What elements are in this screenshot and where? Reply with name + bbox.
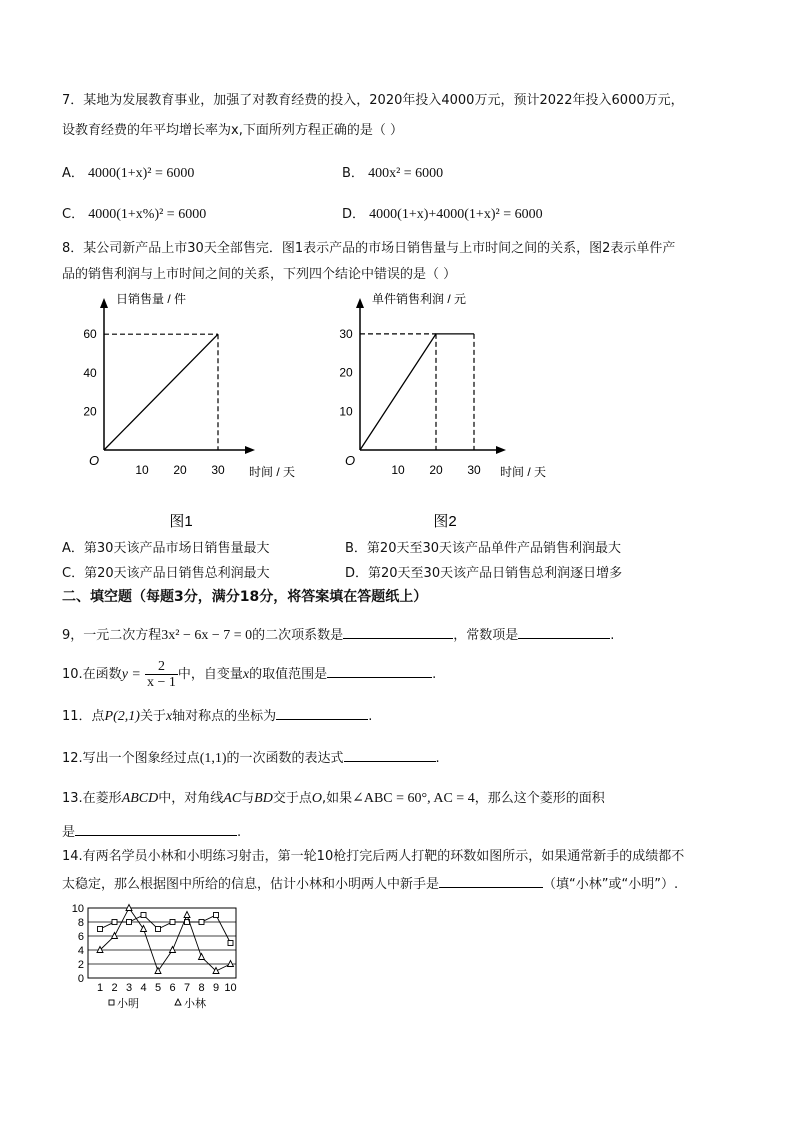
q8-option-a[interactable] xyxy=(62,540,269,558)
option-expr: 4000(1+x)² = 6000 xyxy=(88,166,195,181)
q11-text-b: 关于 xyxy=(139,709,166,724)
option-text: 第20天至30天该产品日销售总利润逐日增多 xyxy=(368,566,623,581)
x-axis-label: 时间 / 天 xyxy=(500,465,547,479)
q12-text-a: 12.写出一个图象经过点 xyxy=(62,751,200,766)
option-label: A． xyxy=(62,541,84,556)
q10-var-x: x xyxy=(242,667,250,682)
q12-text-d: . xyxy=(435,751,440,766)
q11 xyxy=(62,706,372,726)
q13-text-h: . xyxy=(237,825,242,840)
q7-option-d[interactable] xyxy=(342,206,543,224)
x-tick-label: 3 xyxy=(125,982,133,994)
q13-rhombus: ABCD xyxy=(121,791,159,806)
data-point-square xyxy=(170,920,175,925)
y-axis-label: 单件销售利润 / 元 xyxy=(372,292,467,306)
origin-label: O xyxy=(345,453,356,468)
q9-text-d: . xyxy=(610,628,615,643)
q10-func-y: y = xyxy=(121,667,141,682)
x-tick-label: 10 xyxy=(135,463,149,477)
y-tick-label: 20 xyxy=(83,404,97,419)
data-point-triangle xyxy=(112,933,118,939)
q12-point: (1,1) xyxy=(199,751,227,766)
legend-label: 小林 xyxy=(184,998,206,1010)
data-point-square xyxy=(127,920,132,925)
q10-text-c: 的取值范围是 xyxy=(249,667,328,682)
q8-line1: 8．某公司新产品上市30天全部售完．图1表示产品的市场日销售量与上市时间之间的关系，图2表示单件产 xyxy=(62,241,676,256)
figure-caption: 图1 xyxy=(169,513,193,530)
data-line xyxy=(104,334,218,450)
q11-text-c: 轴对称点的坐标为 xyxy=(172,709,277,724)
q13-line2 xyxy=(62,822,241,842)
q7-option-b[interactable] xyxy=(342,165,443,183)
data-point-square xyxy=(199,920,204,925)
y-tick-label: 60 xyxy=(83,327,97,342)
q13-ac: AC xyxy=(223,791,242,806)
q9-text-a: 9，一元二次方程 xyxy=(62,628,162,643)
q11-var-x: x xyxy=(165,709,173,724)
x-tick-label: 4 xyxy=(140,982,147,994)
q14-line2 xyxy=(62,874,678,894)
data-point-triangle xyxy=(170,947,176,953)
q8-option-b[interactable] xyxy=(345,540,621,558)
q13-line1 xyxy=(62,790,605,808)
q13-condition: ∠ABC = 60°, AC = 4 xyxy=(352,791,475,806)
q7-line2: 设教育经费的年平均增长率为x,下面所列方程正确的是（ ） xyxy=(62,123,403,138)
q13-bd: BD xyxy=(254,791,273,806)
q13-o: O xyxy=(311,791,322,806)
q9-blank-2[interactable] xyxy=(518,625,610,639)
legend-marker-square xyxy=(109,1000,114,1005)
plot-frame xyxy=(88,908,236,978)
q9-text-b: 的二次项系数是 xyxy=(252,628,344,643)
q14-text-b: （填“小林”或“小明”）. xyxy=(543,877,679,892)
data-point-square xyxy=(156,927,161,932)
q10-text-d: . xyxy=(432,667,437,682)
x-tick-label: 1 xyxy=(96,982,104,994)
x-tick-label: 20 xyxy=(173,463,187,477)
fraction-denominator: x − 1 xyxy=(147,675,176,690)
data-point-square xyxy=(98,927,103,932)
y-axis-arrow xyxy=(100,298,108,308)
data-point-square xyxy=(228,941,233,946)
data-point-triangle xyxy=(228,961,234,967)
q10-fraction xyxy=(145,659,178,690)
data-line xyxy=(360,334,474,450)
y-tick-label: 10 xyxy=(71,903,84,915)
x-tick-label: 5 xyxy=(154,982,162,994)
q13-blank[interactable] xyxy=(75,822,237,836)
option-label: A． xyxy=(62,166,84,181)
x-tick-label: 30 xyxy=(467,463,481,477)
x-axis-label: 时间 / 天 xyxy=(249,465,296,479)
x-tick-label: 20 xyxy=(429,463,443,477)
origin-label: O xyxy=(89,453,100,468)
option-text: 第30天该产品市场日销售量最大 xyxy=(83,541,270,556)
q11-blank[interactable] xyxy=(276,706,368,720)
y-tick-label: 8 xyxy=(77,917,84,929)
y-tick-label: 0 xyxy=(77,973,84,985)
y-tick-label: 2 xyxy=(77,959,84,971)
q8-option-d[interactable] xyxy=(345,565,622,583)
q12-blank[interactable] xyxy=(344,748,436,762)
series-line xyxy=(100,915,231,943)
q13-text-g: 是 xyxy=(62,825,76,840)
y-tick-label: 10 xyxy=(339,404,353,419)
figure-caption: 图2 xyxy=(433,513,457,530)
q14-text-a: 太稳定，那么根据图中所给的信息，估计小林和小明两人中新手是 xyxy=(62,877,440,892)
x-tick-label: 7 xyxy=(183,982,191,994)
x-axis-arrow xyxy=(496,446,506,454)
q9-text-c: ，常数项是 xyxy=(453,628,519,643)
data-point-triangle xyxy=(199,954,205,960)
q10-blank[interactable] xyxy=(327,655,432,678)
x-tick-label: 6 xyxy=(169,982,176,994)
y-tick-label: 30 xyxy=(339,326,353,341)
q10-text-a: 10.在函数 xyxy=(62,667,122,682)
x-axis-arrow xyxy=(245,446,255,454)
option-label: C． xyxy=(62,207,85,222)
option-label: B． xyxy=(345,541,367,556)
option-expr: 4000(1+x)+4000(1+x)² = 6000 xyxy=(369,207,543,222)
q13-text-a: 13.在菱形 xyxy=(62,791,122,806)
x-tick-label: 2 xyxy=(111,982,118,994)
option-label: D． xyxy=(345,566,369,581)
option-label: B． xyxy=(342,166,364,181)
option-expr: 400x² = 6000 xyxy=(368,166,444,181)
data-point-square xyxy=(214,913,219,918)
figure-2-profit-chart xyxy=(330,290,555,535)
legend-marker-triangle xyxy=(175,999,181,1005)
q9-blank-1[interactable] xyxy=(343,625,453,639)
q9 xyxy=(62,625,614,645)
q7-line1: 7．某地为发展教育事业，加强了对教育经费的投入，2020年投入4000万元，预计2022年投入6000万元， xyxy=(62,93,684,108)
q12 xyxy=(62,748,440,768)
q9-equation: 3x² − 6x − 7 = 0 xyxy=(161,628,253,643)
q13-text-b: 中，对角线 xyxy=(158,791,224,806)
y-tick-label: 40 xyxy=(83,365,97,380)
q14-line1: 14.有两名学员小林和小明练习射击，第一轮10枪打完后两人打靶的环数如图所示，如果通常新手的成绩都不 xyxy=(62,849,685,864)
fraction-numerator: 2 xyxy=(157,659,165,674)
section-2-title: 二、填空题（每题3分，满分18分，将答案填在答题纸上） xyxy=(62,589,428,605)
q11-text-d: . xyxy=(368,709,373,724)
q13-text-c: 与 xyxy=(241,791,255,806)
q7-option-a[interactable] xyxy=(62,165,194,183)
x-tick-label: 10 xyxy=(224,982,237,994)
option-label: C． xyxy=(62,566,85,581)
q13-text-f: ，那么这个菱形的面积 xyxy=(474,791,605,806)
option-expr: 4000(1+x%)² = 6000 xyxy=(88,207,207,222)
q8-option-c[interactable] xyxy=(62,565,270,583)
data-point-triangle xyxy=(184,912,190,918)
x-tick-label: 10 xyxy=(391,463,405,477)
data-point-square xyxy=(141,913,146,918)
option-text: 第20天该产品日销售总利润最大 xyxy=(84,566,270,581)
x-tick-label: 8 xyxy=(198,982,205,994)
legend-label: 小明 xyxy=(117,998,139,1010)
q11-point: P(2,1) xyxy=(104,709,140,724)
q7-option-c[interactable] xyxy=(62,206,206,224)
y-tick-label: 4 xyxy=(77,945,84,957)
y-axis-arrow xyxy=(356,298,364,308)
q13-text-e: ,如果 xyxy=(321,791,353,806)
q10 xyxy=(62,655,436,691)
shooting-scores-chart xyxy=(60,898,250,1013)
q14-blank[interactable] xyxy=(439,874,543,888)
y-tick-label: 6 xyxy=(77,931,84,943)
option-text: 第20天至30天该产品单件产品销售利润最大 xyxy=(366,541,622,556)
data-point-square xyxy=(112,920,117,925)
q11-text-a: 11．点 xyxy=(62,709,105,724)
x-tick-label: 9 xyxy=(212,982,220,994)
q10-text-b: 中，自变量 xyxy=(177,667,243,682)
q12-text-b: 的一次函数的表达式 xyxy=(226,751,344,766)
y-axis-label: 日销售量 / 件 xyxy=(116,292,187,306)
x-tick-label: 30 xyxy=(211,463,225,477)
figure-1-sales-chart xyxy=(60,290,310,535)
q13-text-d: 交于点 xyxy=(272,791,312,806)
y-tick-label: 20 xyxy=(339,365,353,380)
option-label: D． xyxy=(342,207,366,222)
q8-line2: 品的销售利润与上市时间之间的关系，下列四个结论中错误的是（ ） xyxy=(62,267,457,282)
